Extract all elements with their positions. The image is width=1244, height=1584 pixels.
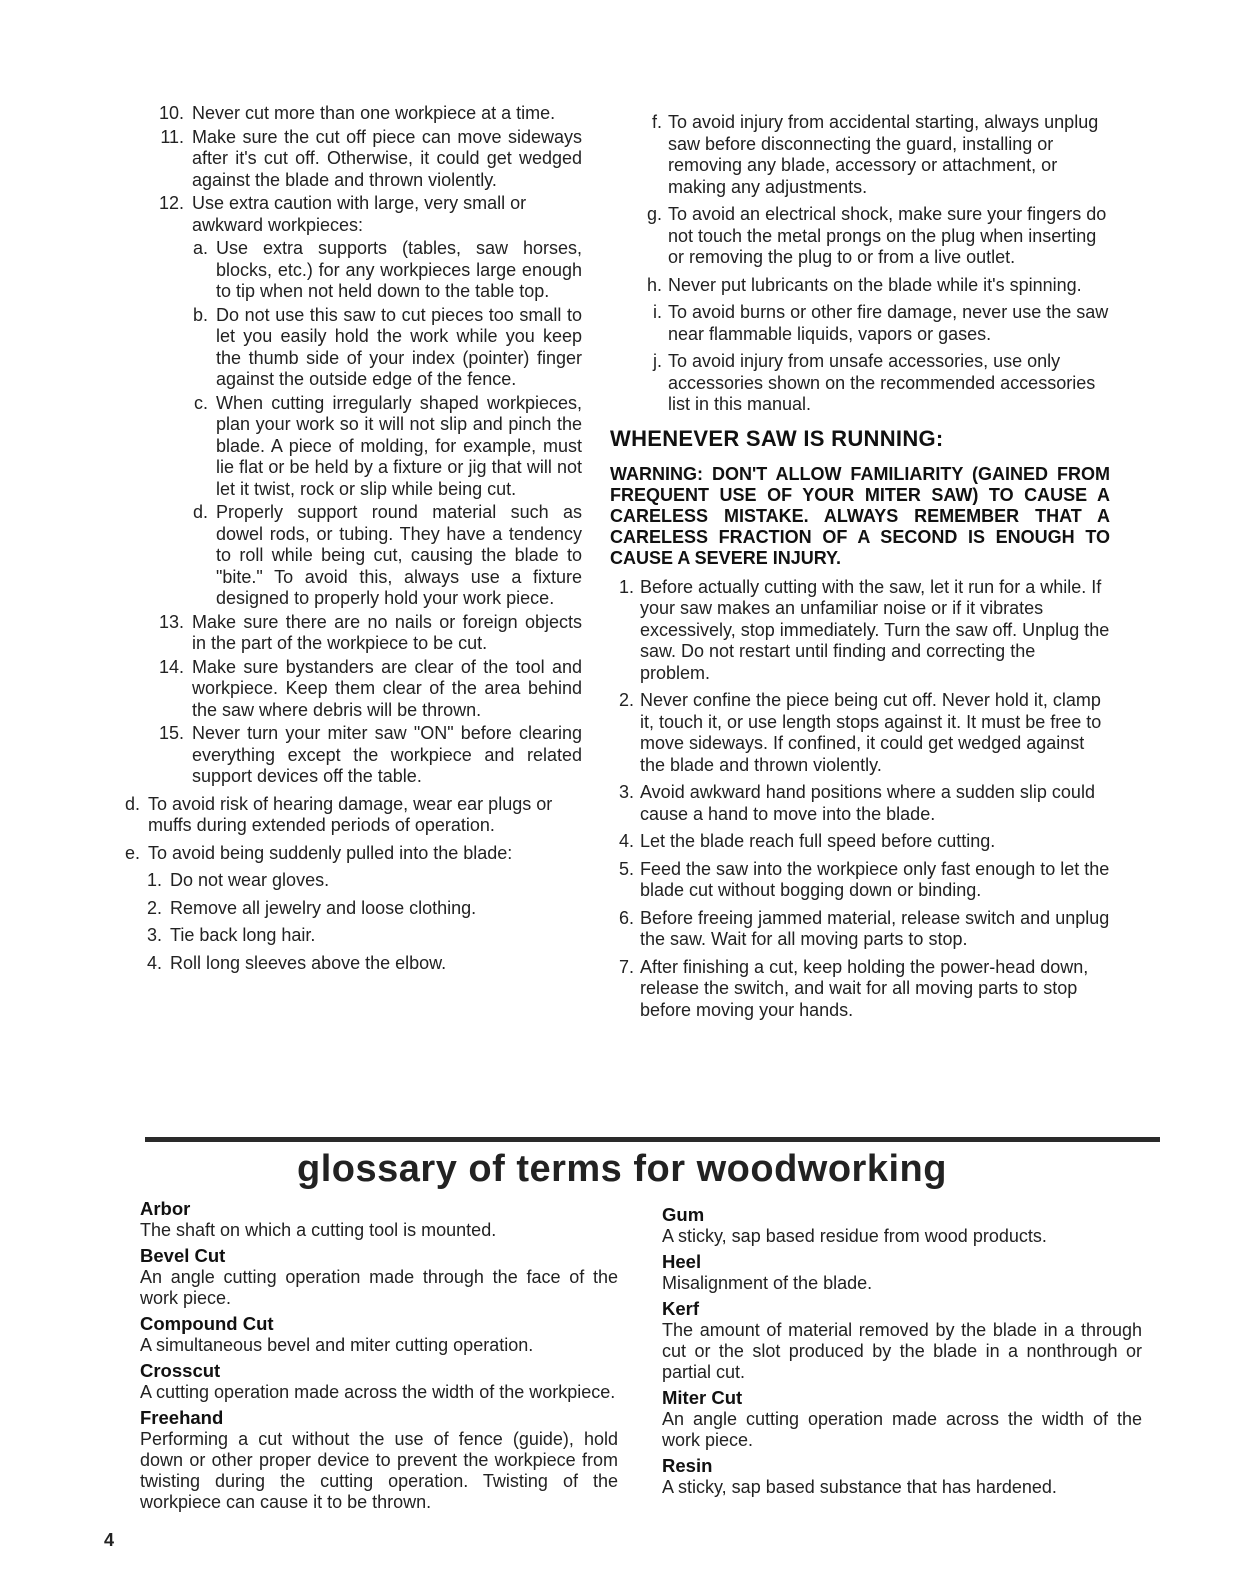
list-item (640, 275, 1110, 297)
item-number: d. (192, 502, 208, 522)
list-item (180, 393, 582, 501)
item-text: Make sure bystanders are clear of the tool and workpiece. Keep them clear of the area behind the saw where debris will be thrown. (192, 656, 582, 720)
item-number: h. (646, 274, 662, 295)
item-number: 15. (158, 723, 184, 743)
list-item (610, 831, 1110, 853)
item-text: Do not wear gloves. (170, 870, 330, 890)
glossary-definition: A cutting operation made across the width of the workpiece. (140, 1382, 616, 1402)
list-item (148, 723, 582, 788)
page-number: 4 (104, 1530, 115, 1550)
glossary-definition: The amount of material removed by the blade in a through cut or the slot produced by the blade in a nonthrough or partial cut. (662, 1320, 1142, 1382)
item-number: 12. (158, 193, 184, 213)
item-number: f. (651, 112, 662, 132)
glossary-definition: A sticky, sap based substance that has hardened. (662, 1477, 1057, 1497)
glossary-title: glossary of terms for woodworking (297, 1148, 947, 1190)
list-item (180, 502, 582, 610)
list-item (148, 127, 582, 192)
list-item (138, 870, 582, 892)
item-text: When cutting irregularly shaped workpieces, plan your work so it will not slip and pinch the blade. A piece of molding, for example, must lie flat or be held by a fixture or jig that will not let it twist, rock or slip while being cut. (216, 392, 582, 499)
item-number: 3. (146, 925, 162, 945)
item-number: 1. (146, 870, 162, 890)
list-item (610, 577, 1110, 685)
left-column (112, 103, 582, 980)
list-item (138, 925, 582, 947)
list-item (180, 305, 582, 391)
item-text: Avoid awkward hand positions where a sudden slip could cause a hand to move into the blade. (640, 782, 1095, 824)
item-text: Never turn your miter saw "ON" before clearing everything except the workpiece and related support devices off the table. (192, 723, 582, 786)
glossary-definition: Performing a cut without the use of fence (guide), hold down or other proper device to prevent the workpiece from twisting during the cutting operation. Twisting of the workpiece can cause it to be thrown. (140, 1429, 618, 1512)
glossary-term: Compound Cut (140, 1313, 274, 1334)
item-text: After finishing a cut, keep holding the power-head down, release the switch, and wait for all moving parts to stop before moving your hands. (640, 956, 1089, 1020)
list-item (610, 957, 1110, 1022)
glossary-definition: An angle cutting operation made through the face of the work piece. (140, 1267, 618, 1308)
list-item (138, 953, 582, 975)
item-text: To avoid being suddenly pulled into the blade: (148, 842, 513, 863)
item-number: 2. (618, 690, 634, 710)
section-divider (145, 1137, 1160, 1142)
item-text: Remove all jewelry and loose clothing. (170, 897, 477, 918)
list-item (610, 782, 1110, 825)
item-text: To avoid an electrical shock, make sure your fingers do not touch the metal prongs on the plug when inserting or removing the plug to or from a live outlet. (668, 204, 1107, 267)
item-number: 7. (618, 956, 634, 977)
item-number: i. (653, 302, 662, 322)
item-text: Make sure there are no nails or foreign objects in the part of the workpiece to be cut. (192, 611, 582, 653)
item-number: 14. (158, 656, 184, 677)
item-number: g. (646, 204, 662, 224)
item-number: 1. (618, 576, 634, 597)
item-text: Never cut more than one workpiece at a time. (192, 103, 556, 123)
item-number: 6. (618, 907, 634, 928)
warning-text: WARNING: DON'T ALLOW FAMILIARITY (GAINED FROM FREQUENT USE OF YOUR MITER SAW) TO CAUSE A CARELESS MISTAKE. ALWAYS REMEMBER THAT A CARELESS FRACTION OF A SECOND IS ENOUGH TO CAUSE A SEVERE INJURY. (610, 463, 1110, 568)
item-number: 2. (146, 897, 162, 918)
glossary-right-column (662, 1204, 1142, 1502)
list-item (148, 657, 582, 722)
item-number: 4. (146, 952, 162, 973)
list-item (610, 859, 1110, 902)
item-number: j. (653, 351, 662, 371)
section-heading: WHENEVER SAW IS RUNNING: (610, 425, 944, 451)
item-text: Before freeing jammed material, release switch and unplug the saw. Wait for all moving parts to stop. (640, 907, 1110, 949)
list-item (610, 690, 1110, 776)
list-item (640, 302, 1110, 345)
glossary-term: Resin (662, 1455, 713, 1476)
item-number: 13. (158, 611, 184, 632)
item-number: 10. (158, 103, 184, 123)
list-item (640, 112, 1110, 198)
item-text: Never put lubricants on the blade while it's spinning. (668, 274, 1082, 295)
item-text: Tie back long hair. (170, 925, 316, 945)
item-text: Use extra caution with large, very small or awkward workpieces: (192, 193, 527, 235)
glossary-definition: The shaft on which a cutting tool is mounted. (140, 1220, 497, 1240)
list-item (148, 103, 582, 125)
item-number: a. (192, 238, 208, 258)
item-text: Properly support round material such as dowel rods, or tubing. They have a tendency to roll while being cut, causing the blade to "bite." To avoid this, always use a fixture designed to properly hold your work piece. (216, 502, 582, 608)
glossary-term: Kerf (662, 1298, 700, 1319)
item-number: e. (124, 842, 140, 863)
item-text: To avoid injury from unsafe accessories, use only accessories shown on the recommended accessories list in this manual. (668, 351, 1096, 414)
glossary-definition: An angle cutting operation made across the width of the work piece. (662, 1409, 1142, 1450)
glossary-term: Crosscut (140, 1360, 221, 1381)
glossary-definition: A simultaneous bevel and miter cutting operation. (140, 1335, 534, 1355)
list-item (112, 794, 582, 837)
glossary-term: Heel (662, 1251, 702, 1272)
item-number: 4. (618, 831, 634, 851)
item-text: Use extra supports (tables, saw horses, blocks, etc.) for any workpieces large enough to tip when not held down to the table top. (216, 238, 582, 301)
item-text: To avoid burns or other fire damage, never use the saw near flammable liquids, vapors or gases. (668, 302, 1109, 344)
item-number: b. (192, 304, 208, 325)
item-text: Let the blade reach full speed before cutting. (640, 831, 996, 851)
item-text: Feed the saw into the workpiece only fast enough to let the blade cut without bogging down or binding. (640, 858, 1110, 900)
item-text: Roll long sleeves above the elbow. (170, 952, 447, 973)
item-number: c. (193, 392, 208, 413)
glossary-term: Freehand (140, 1407, 224, 1428)
item-text: Do not use this saw to cut pieces too small to let you easily hold the work while you keep the thumb side of your index (pointer) finger against the outside edge of the fence. (216, 304, 582, 389)
glossary-definition: Misalignment of the blade. (662, 1273, 873, 1293)
item-text: Before actually cutting with the saw, let it run for a while. If your saw makes an unfamiliar noise or if it vibrates excessively, stop immediately. Turn the saw off. Unplug the saw. Do not restart until finding and correcting the problem. (640, 576, 1110, 683)
item-text: To avoid risk of hearing damage, wear ear plugs or muffs during extended periods of operation. (148, 793, 553, 835)
glossary-term: Bevel Cut (140, 1245, 226, 1266)
list-item (148, 612, 582, 655)
item-text: Make sure the cut off piece can move sideways after it's cut off. Otherwise, it could get wedged against the blade and thrown violently. (192, 126, 582, 190)
item-number: 3. (618, 782, 634, 802)
list-item (640, 204, 1110, 269)
glossary-term: Miter Cut (662, 1387, 743, 1408)
right-column (610, 112, 1110, 1027)
item-number: d. (124, 793, 140, 814)
glossary-term: Arbor (140, 1198, 191, 1219)
glossary-term: Gum (662, 1204, 705, 1225)
item-number: 5. (618, 858, 634, 879)
glossary-definition: A sticky, sap based residue from wood products. (662, 1226, 1047, 1246)
item-number: 11. (160, 126, 184, 147)
glossary-left-column (140, 1198, 618, 1517)
list-item (640, 351, 1110, 416)
list-item (180, 238, 582, 303)
item-text: To avoid injury from accidental starting, always unplug saw before disconnecting the guard, installing or removing any blade, accessory or attachment, or making any adjustments. (668, 112, 1099, 197)
list-item (610, 908, 1110, 951)
list-item (138, 898, 582, 920)
list-item (112, 843, 582, 865)
item-text: Never confine the piece being cut off. Never hold it, clamp it, touch it, or use length stops against it. It must be free to move sideways. If confined, it could get wedged against the blade and thrown violently. (640, 690, 1102, 775)
list-item (148, 193, 582, 236)
